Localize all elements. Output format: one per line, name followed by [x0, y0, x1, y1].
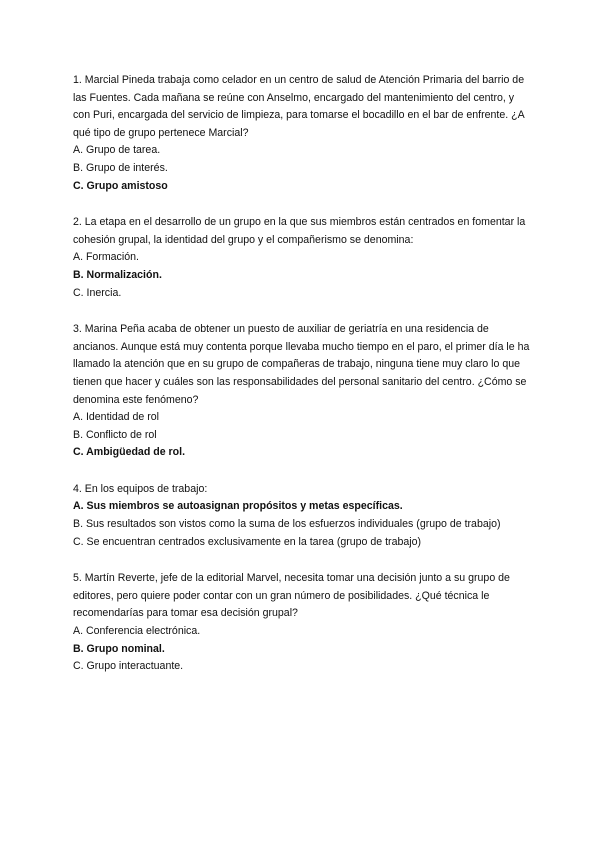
answer-option-c: C. Grupo interactuante.: [73, 660, 184, 673]
question-4: [73, 481, 531, 551]
question-5: [73, 570, 531, 676]
correct-answer-option-c: C. Ambigüedad de rol.: [73, 446, 186, 459]
answer-option-a: A. Grupo de tarea.: [73, 144, 161, 157]
answer-option-b: B. Grupo de interés.: [73, 161, 168, 174]
answer-option-b: B. Conflicto de rol: [73, 428, 157, 441]
correct-answer-option-b: B. Normalización.: [73, 268, 162, 281]
question-text: 4. En los equipos de trabajo:: [73, 482, 208, 495]
question-3: [73, 321, 531, 462]
question-text: 3. Marina Peña acaba de obtener un puesto de auxiliar de geriatría en una residencia de ancianos. Aunque está muy contenta porque llevaba mucho tiempo en el paro, el primer día le ha llamado la atención que en su grupo de compañeras de trabajo, ninguna tiene muy claro lo que tienen que hacer y cuáles son las responsabilidades del personal sanitario del centro. ¿Cómo se denomina este fenómeno?: [73, 323, 530, 406]
question-text: 2. La etapa en el desarrollo de un grupo en la que sus miembros están centrados en fomentar la cohesión grupal, la identidad del grupo y el compañerismo se denomina:: [73, 216, 526, 246]
correct-answer-option-b: B. Grupo nominal.: [73, 642, 165, 655]
answer-option-b: B. Sus resultados son vistos como la suma de los esfuerzos individuales (grupo de trabajo): [73, 518, 501, 531]
answer-option-c: C. Se encuentran centrados exclusivamente en la tarea (grupo de trabajo): [73, 535, 422, 548]
answer-option-c: C. Inercia.: [73, 286, 122, 299]
answer-options: [73, 623, 531, 676]
answer-options: [73, 249, 531, 302]
answer-option-a: A. Conferencia electrónica.: [73, 625, 201, 638]
answer-option-a: A. Identidad de rol: [73, 411, 159, 424]
quiz-content: [73, 72, 531, 695]
answer-options: [73, 498, 531, 551]
answer-option-a: A. Formación.: [73, 251, 139, 264]
question-text: 1. Marcial Pineda trabaja como celador en un centro de salud de Atención Primaria del barrio de las Fuentes. Cada mañana se reúne con Anselmo, encargado del mantenimiento del centro, y con Puri, encargada del servicio de limpieza, para tomarse el bocadillo en el bar de enfrente. ¿A qué tipo de grupo pertenece Marcial?: [73, 74, 525, 139]
question-text: 5. Martín Reverte, jefe de la editorial Marvel, necesita tomar una decisión junto a su grupo de editores, pero quiere poder contar con un gran número de posibilidades. ¿Qué técnica le recomendarías para tomar esa decisión grupal?: [73, 572, 510, 620]
question-2: [73, 214, 531, 302]
answer-options: [73, 142, 531, 195]
answer-options: [73, 409, 531, 462]
correct-answer-option-a: A. Sus miembros se autoasignan propósitos y metas específicas.: [73, 500, 403, 513]
question-1: [73, 72, 531, 195]
correct-answer-option-c: C. Grupo amistoso: [73, 179, 168, 192]
